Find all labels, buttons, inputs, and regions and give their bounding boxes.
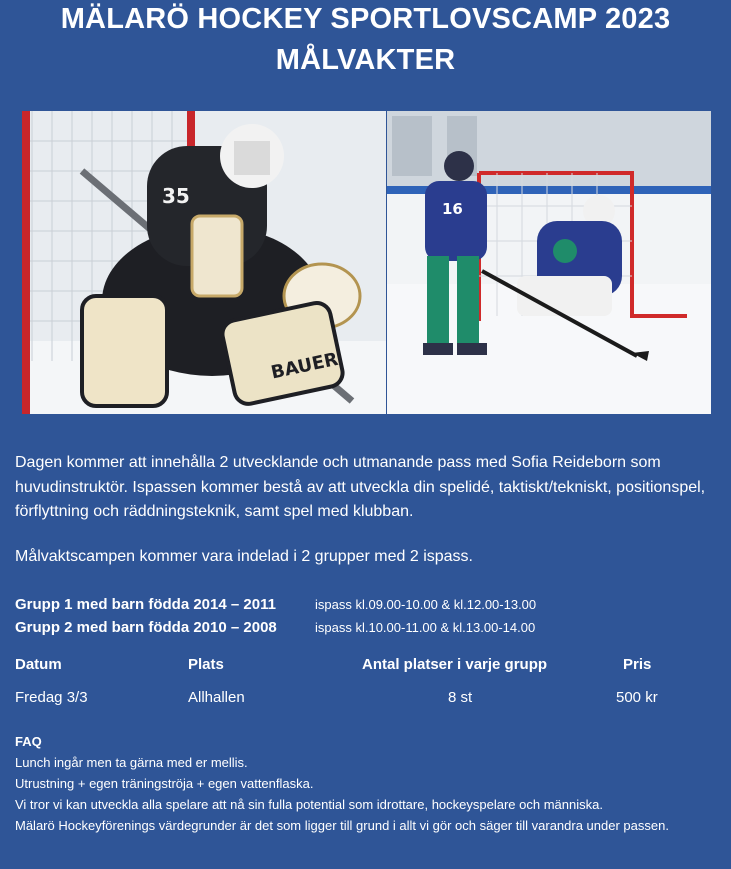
groups-sentence: Målvaktscampen kommer vara indelad i 2 grupper med 2 ispass. — [15, 548, 473, 565]
table-cell-price: 500 kr — [616, 689, 658, 706]
faq-line: Utrustning + egen träningströja + egen vattenflaska. — [15, 776, 314, 791]
table-cell-date: Fredag 3/3 — [15, 689, 88, 706]
page-title: MÄLARÖ HOCKEY SPORTLOVSCAMP 2023 — [60, 3, 671, 35]
group-times: ispass kl.10.00-11.00 & kl.13.00-14.00 — [315, 620, 536, 635]
group-row — [15, 619, 536, 636]
table-header-spots: Antal platser i varje grupp — [362, 656, 548, 673]
intro-paragraph: Dagen kommer att innehålla 2 utvecklande och utmanande pass med Sofia Reideborn som huvudinstruktör. Ispassen kommer bestå av att utveckla din spelidé, taktiskt/tekniskt, positionspel, förflyttning och räddningsteknik, samt spel med klubban. — [15, 454, 706, 520]
goalie-photo-icon — [22, 111, 386, 414]
group-label: Grupp 1 med barn födda 2014 – 2011 — [15, 596, 276, 613]
players-photo-icon — [387, 111, 711, 414]
page-subtitle: MÅLVAKTER — [275, 44, 456, 76]
table-header-price: Pris — [623, 656, 652, 673]
table-header-place: Plats — [188, 656, 224, 673]
goalie-photo — [22, 111, 386, 414]
table-cell-spots: 8 st — [448, 689, 473, 706]
table-cell-place: Allhallen — [188, 689, 245, 706]
faq-title: FAQ — [15, 734, 42, 749]
faq-section — [15, 731, 720, 836]
group-row — [15, 596, 537, 613]
faq-line: Vi tror vi kan utveckla alla spelare att nå sin fulla potential som idrottare, hockeyspelare och människa. — [15, 797, 603, 812]
table-header-date: Datum — [15, 656, 62, 673]
pad-brand: BAUER — [269, 348, 340, 384]
player-number: 16 — [442, 200, 463, 218]
faq-line: Mälarö Hockeyförenings värdegrunder är det som ligger till grund i allt vi gör och säger till varandra under passen. — [15, 818, 669, 833]
players-photo — [387, 111, 711, 414]
faq-line: Lunch ingår men ta gärna med er mellis. — [15, 755, 248, 770]
group-times: ispass kl.09.00-10.00 & kl.12.00-13.00 — [315, 597, 537, 612]
group-label: Grupp 2 med barn födda 2010 – 2008 — [15, 619, 277, 636]
jersey-number: 35 — [162, 184, 190, 208]
